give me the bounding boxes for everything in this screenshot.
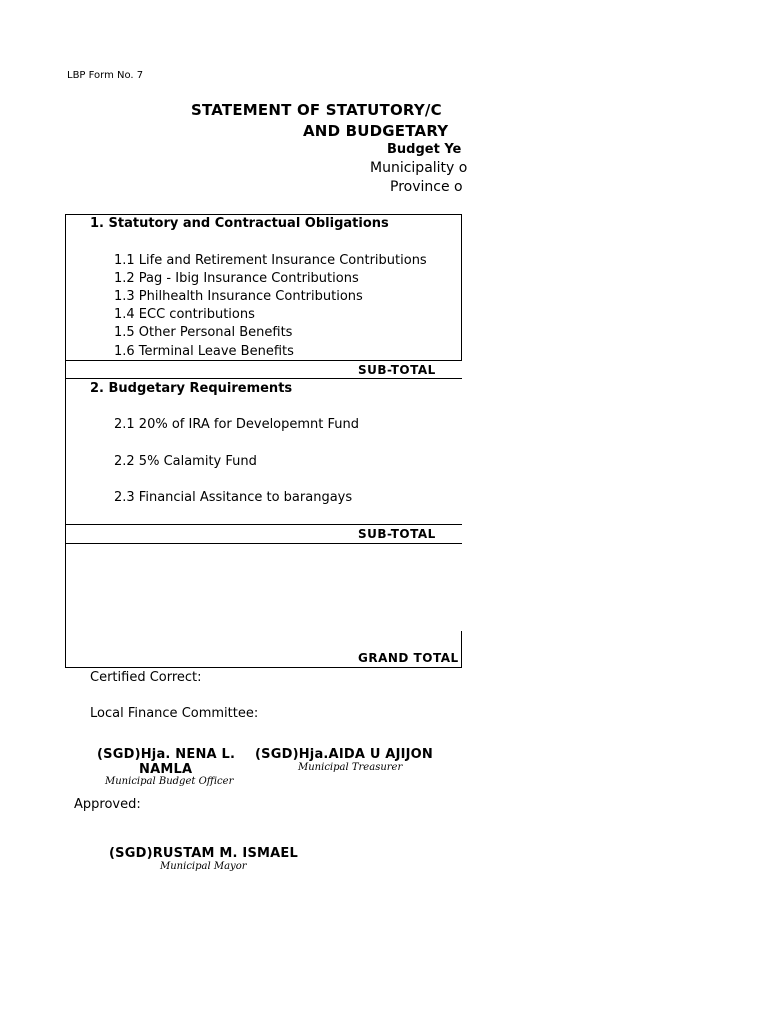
- list-item: 2.2 5% Calamity Fund: [114, 454, 257, 469]
- mayor-name: (SGD)RUSTAM M. ISMAEL: [109, 846, 298, 861]
- list-item: 1.6 Terminal Leave Benefits: [114, 344, 294, 359]
- list-item: 1.5 Other Personal Benefits: [114, 325, 293, 340]
- section2-heading: 2. Budgetary Requirements: [90, 381, 293, 396]
- budget-officer-name-line2: NAMLA: [139, 762, 193, 777]
- section1-heading: 1. Statutory and Contractual Obligations: [90, 216, 389, 231]
- form-number: LBP Form No. 7: [67, 70, 144, 81]
- budget-officer-name-line1: (SGD)Hja. NENA L.: [97, 747, 236, 762]
- list-item: 1.4 ECC contributions: [114, 307, 255, 322]
- approved-label: Approved:: [74, 797, 141, 812]
- grand-total-label: GRAND TOTAL: [358, 651, 459, 665]
- list-item: 1.3 Philhealth Insurance Contributions: [114, 289, 363, 304]
- province: Province o: [390, 179, 463, 195]
- budget-officer-title: Municipal Budget Officer: [105, 776, 234, 787]
- treasurer-name: (SGD)Hja.AIDA U AJIJON: [255, 747, 434, 762]
- section1-subtotal-label: SUB-TOTAL: [358, 363, 436, 377]
- mayor-title: Municipal Mayor: [160, 861, 247, 872]
- finance-committee-label: Local Finance Committee:: [90, 706, 259, 721]
- budget-year: Budget Ye: [387, 142, 462, 157]
- treasurer-title: Municipal Treasurer: [298, 762, 403, 773]
- municipality: Municipality o: [370, 160, 468, 176]
- list-item: 1.1 Life and Retirement Insurance Contributions: [114, 253, 427, 268]
- list-item: 2.1 20% of IRA for Developemnt Fund: [114, 417, 360, 432]
- list-item: 2.3 Financial Assitance to barangays: [114, 490, 353, 505]
- list-item: 1.2 Pag - Ibig Insurance Contributions: [114, 271, 359, 286]
- document-title-line1: STATEMENT OF STATUTORY/C: [191, 101, 442, 119]
- certified-correct-label: Certified Correct:: [90, 670, 202, 685]
- document-title-line2: AND BUDGETARY: [303, 122, 449, 140]
- section2-subtotal-label: SUB-TOTAL: [358, 527, 436, 541]
